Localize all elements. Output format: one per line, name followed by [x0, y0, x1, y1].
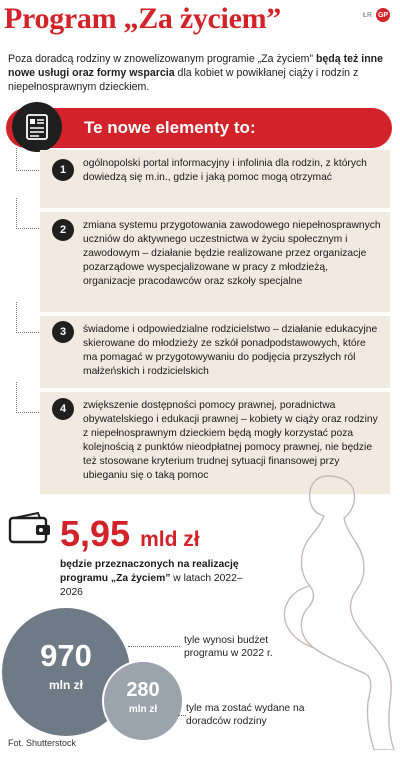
- budget-note: tyle wynosi budżet programu w 2022 r.: [184, 635, 273, 659]
- item-number: 3: [52, 321, 74, 343]
- list-item-text: zmiana systemu przygotowania zawodowego niepełnosprawnych uczniów do aktywnego uczestnictwa w życiu społecznym i zawodowym – działanie będzie realizowane przez organizacje pozarządowe wyspecjalizowane w pracy z młodzieżą, organizacje pracodawców oraz szkoły specjalne: [83, 220, 381, 287]
- document-icon: [12, 102, 62, 152]
- list-item-text: ogólnopolski portal informacyjny i infolinia dla rodzin, z których dowiedzą się m.in., gdzie i jaką pomoc mogą otrzymać: [83, 158, 367, 183]
- brand-logo: [363, 8, 390, 22]
- wallet-icon: [8, 512, 52, 544]
- brand-text: ŁR: [363, 11, 372, 19]
- section-header-title: Te nowe elementy to:: [84, 118, 256, 137]
- pointer-line: [128, 646, 180, 647]
- item-number: 2: [52, 219, 74, 241]
- photo-credit: Fot. Shutterstock: [8, 738, 77, 748]
- pointer-line: [178, 715, 186, 716]
- total-amount-desc-bold: będzie przeznaczonych na realizację programu „Za życiem”: [60, 559, 239, 584]
- advisors-value: 280: [126, 679, 160, 701]
- intro-paragraph: [8, 52, 392, 94]
- budget-value: 970: [40, 638, 92, 673]
- list-item: [40, 316, 390, 388]
- item-number: 4: [52, 398, 74, 420]
- total-amount: [60, 513, 200, 555]
- list-item: [40, 212, 390, 312]
- intro-text-2: dla kobiet w powikłanej ciąży i rodzin z niepełnosprawnym dzieckiem.: [8, 67, 359, 93]
- total-amount-desc-rest: w latach 2022–2026: [60, 573, 243, 598]
- advisors-unit: mln zł: [128, 704, 158, 715]
- total-amount-unit: mld zł: [140, 528, 200, 551]
- list-item-text: zwiększenie dostępności pomocy prawnej, poradnictwa obywatelskiego i edukacji prawnej – kobiety w ciąży oraz rodziny z niepełnosprawnym dzieckiem będą mogły korzystać poza kolejnością z punktów nieodpłatnej pomocy prawnej, nie będzie też stosowane kryterium trudnej sytuacji finansowej przy ubieganiu się o taką pomoc: [83, 400, 378, 481]
- gp-logo-icon: GP: [376, 8, 390, 22]
- advisors-note: tyle ma zostać wydane na doradców rodziny: [186, 703, 305, 727]
- intro-text-bold: będą też inne nowe usługi oraz formy wsparcia: [8, 53, 384, 79]
- list-item: [40, 150, 390, 208]
- item-number: 1: [52, 159, 74, 181]
- budget-unit: mln zł: [48, 678, 83, 692]
- list-item-text: świadome i odpowiedzialne rodzicielstwo – działanie edukacyjne skierowane do młodzieży ze szkół ponadpodstawowych, które ma pomagać w przygotowywaniu do podjęcia przyszłych ról małżeńskich i rodzicielskich: [83, 324, 378, 377]
- total-amount-description: [60, 558, 260, 600]
- intro-text-1: Poza doradcą rodziny w znowelizowanym programie „Za życiem”: [8, 53, 316, 65]
- page-title: Program „Za życiem”: [4, 2, 281, 35]
- advisors-circle: [102, 660, 184, 742]
- total-amount-value: 5,95: [60, 513, 131, 554]
